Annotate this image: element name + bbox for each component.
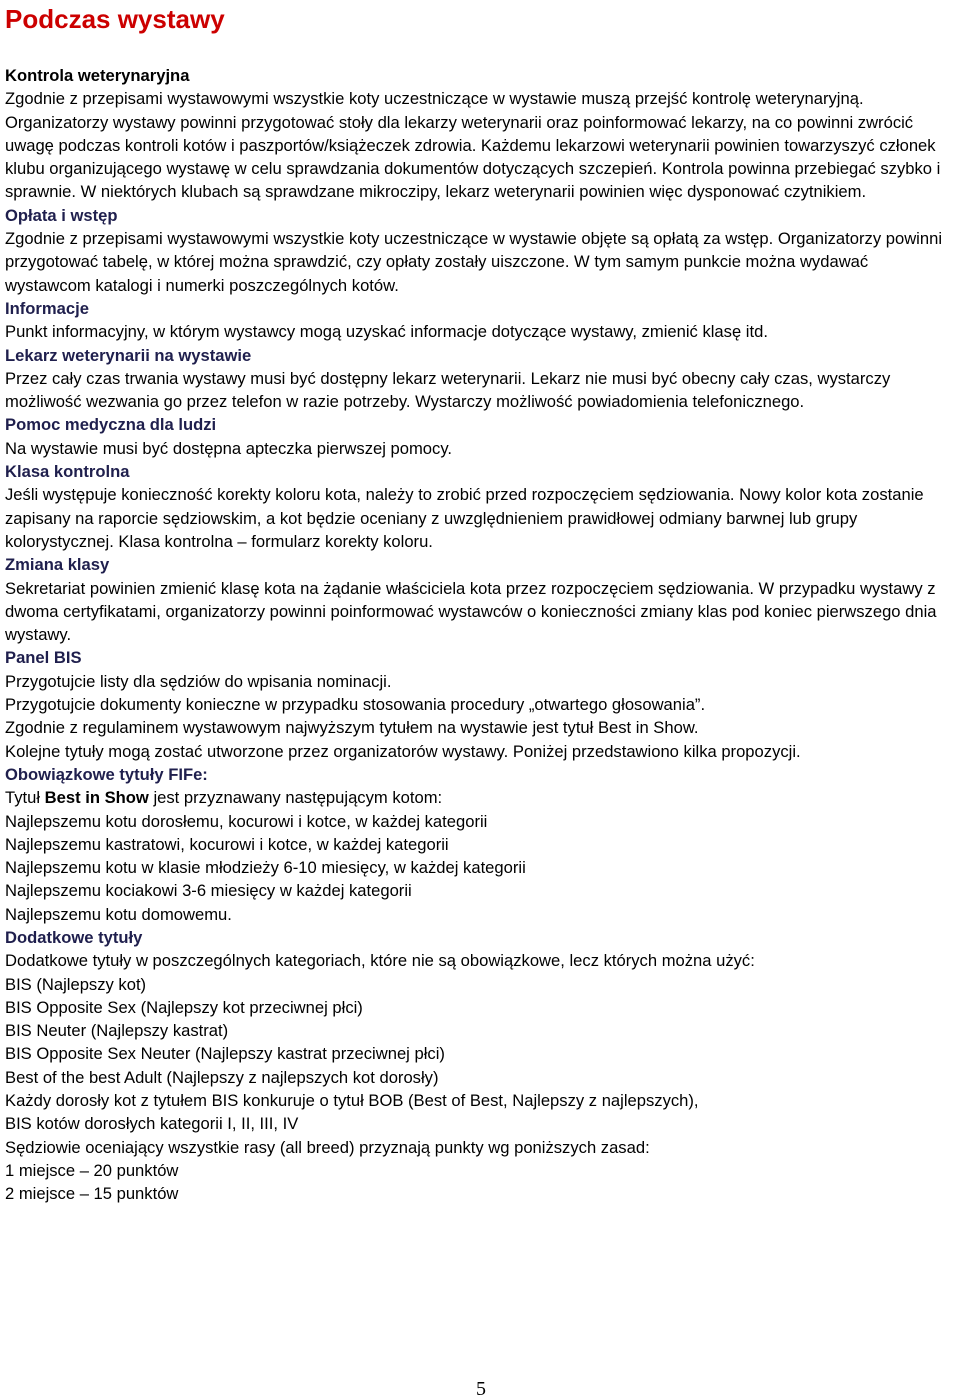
dodatkowe-line: BIS Opposite Sex (Najlepszy kot przeciwnej płci) bbox=[5, 997, 363, 1017]
paragraph-oplata: Zgodnie z przepisami wystawowymi wszystkie koty uczestniczące w wystawie objęte są opłatą za wstęp. Organizatorzy powinni przygotować tabelę, w której można sprawdzić, czy opłaty zostały uiszczone. W tym samym punkcie można wydawać wystawcom katalogi i numerki poszczególnych kotów. bbox=[5, 229, 943, 295]
section-heading-oplata: Opłata i wstęp bbox=[5, 205, 118, 225]
panel-line: Zgodnie z regulaminem wystawowym najwyższym tytułem na wystawie jest tytuł Best in Show. bbox=[5, 718, 699, 738]
obowiazkowe-line: Najlepszemu kotu w klasie młodzieży 6-10 miesięcy, w każdej kategorii bbox=[5, 858, 526, 878]
dodatkowe-line: 1 miejsce – 20 punktów bbox=[5, 1160, 179, 1180]
paragraph-lekarz: Przez cały czas trwania wystawy musi być dostępny lekarz weterynarii. Lekarz nie musi być obecny cały czas, wystarczy możliwość wezwania go przez telefon w razie potrzeby. Wystarczy możliwość powiadomienia telefonicznego. bbox=[5, 368, 891, 412]
section-heading-informacje: Informacje bbox=[5, 298, 89, 318]
dodatkowe-line: Każdy dorosły kot z tytułem BIS konkuruje o tytuł BOB (Best of Best, Najlepszy z najlepszych), bbox=[5, 1091, 699, 1111]
obowiazkowe-line: Najlepszemu kotu domowemu. bbox=[5, 904, 232, 924]
panel-line: Kolejne tytuły mogą zostać utworzone przez organizatorów wystawy. Poniżej przedstawiono kilka propozycji. bbox=[5, 741, 801, 761]
paragraph-pomoc: Na wystawie musi być dostępna apteczka pierwszej pomocy. bbox=[5, 438, 452, 458]
section-heading-zmiana: Zmiana klasy bbox=[5, 555, 110, 575]
dodatkowe-line: Best of the best Adult (Najlepszy z najlepszych kot dorosły) bbox=[5, 1067, 439, 1087]
dodatkowe-line: BIS kotów dorosłych kategorii I, II, III, IV bbox=[5, 1114, 299, 1134]
section-heading-panel: Panel BIS bbox=[5, 648, 82, 668]
paragraph-klasa-kontrolna: Jeśli występuje konieczność korekty koloru kota, należy to zrobić przed rozpoczęciem sędziowania. Nowy kolor kota zostanie zapisany na raporcie sędziowskim, a kot będzie oceniany z uwzględnieniem prawidłowej odmiany barwnej lub grupy kolorystycznej. Klasa kontrolna – formularz korekty koloru. bbox=[5, 485, 924, 551]
intro-prefix: Tytuł bbox=[5, 788, 45, 808]
section-heading-dodatkowe: Dodatkowe tytuły bbox=[5, 927, 143, 947]
dodatkowe-line: BIS Opposite Sex Neuter (Najlepszy kastrat przeciwnej płci) bbox=[5, 1044, 445, 1064]
section-heading-pomoc: Pomoc medyczna dla ludzi bbox=[5, 415, 217, 435]
dodatkowe-line: BIS (Najlepszy kot) bbox=[5, 974, 147, 994]
page-number: 5 bbox=[476, 1378, 486, 1400]
intro-suffix: jest przyznawany następującym kotom: bbox=[148, 788, 443, 808]
obowiazkowe-line: Najlepszemu kastratowi, kocurowi i kotce, w każdej kategorii bbox=[5, 834, 449, 854]
dodatkowe-line: 2 miejsce – 15 punktów bbox=[5, 1184, 179, 1204]
panel-line: Przygotujcie listy dla sędziów do wpisania nominacji. bbox=[5, 671, 392, 691]
obowiazkowe-line: Najlepszemu kotu dorosłemu, kocurowi i kotce, w każdej kategorii bbox=[5, 811, 488, 831]
document-body bbox=[5, 64, 957, 1206]
obowiazkowe-intro bbox=[5, 786, 957, 809]
dodatkowe-line: Dodatkowe tytuły w poszczególnych kategoriach, które nie są obowiązkowe, lecz których można użyć: bbox=[5, 951, 755, 971]
paragraph-zmiana: Sekretariat powinien zmienić klasę kota na żądanie właściciela kota przez rozpoczęciem sędziowania. W przypadku wystawy z dwoma certyfikatami, organizatorzy powinni poinformować wystawców o konieczności zmiany klas pod koniec pierwszego dnia wystawy. bbox=[5, 578, 937, 645]
intro-bold-title: Best in Show bbox=[44, 788, 149, 808]
section-heading-obowiazkowe: Obowiązkowe tytuły FIFe: bbox=[5, 764, 208, 784]
panel-line: Przygotujcie dokumenty konieczne w przypadku stosowania procedury „otwartego głosowania”. bbox=[5, 695, 706, 715]
section-heading-kontrola: Kontrola weterynaryjna bbox=[5, 66, 190, 85]
paragraph-informacje: Punkt informacyjny, w którym wystawcy mogą uzyskać informacje dotyczące wystawy, zmienić klasę itd. bbox=[5, 322, 768, 342]
section-heading-lekarz: Lekarz weterynarii na wystawie bbox=[5, 345, 252, 365]
obowiazkowe-line: Najlepszemu kociakowi 3-6 miesięcy w każdej kategorii bbox=[5, 881, 412, 901]
dodatkowe-line: Sędziowie oceniający wszystkie rasy (all breed) przyznają punkty wg poniższych zasad: bbox=[5, 1137, 650, 1157]
page-title: Podczas wystawy bbox=[5, 4, 225, 34]
section-heading-klasa-kontrolna: Klasa kontrolna bbox=[5, 462, 130, 482]
paragraph-kontrola: Zgodnie z przepisami wystawowymi wszystkie koty uczestniczące w wystawie muszą przejść kontrolę weterynaryjną. Organizatorzy wystawy powinni przygotować stoły dla lekarzy weterynarii oraz poinformować lekarzy, na co powinni zwrócić uwagę podczas kontroli kotów i paszportów/książeczek zdrowia. Każdemu lekarzowi weterynarii powinien towarzyszyć członek klubu organizującego wystawę w celu sprawdzania dokumentów dotyczących szczepień. Kontrola powinna przebiegać szybko i sprawnie. W niektórych klubach są sprawdzane mikroczipy, lekarz weterynarii powinien więc dysponować czytnikiem. bbox=[5, 89, 941, 202]
dodatkowe-line: BIS Neuter (Najlepszy kastrat) bbox=[5, 1021, 229, 1041]
